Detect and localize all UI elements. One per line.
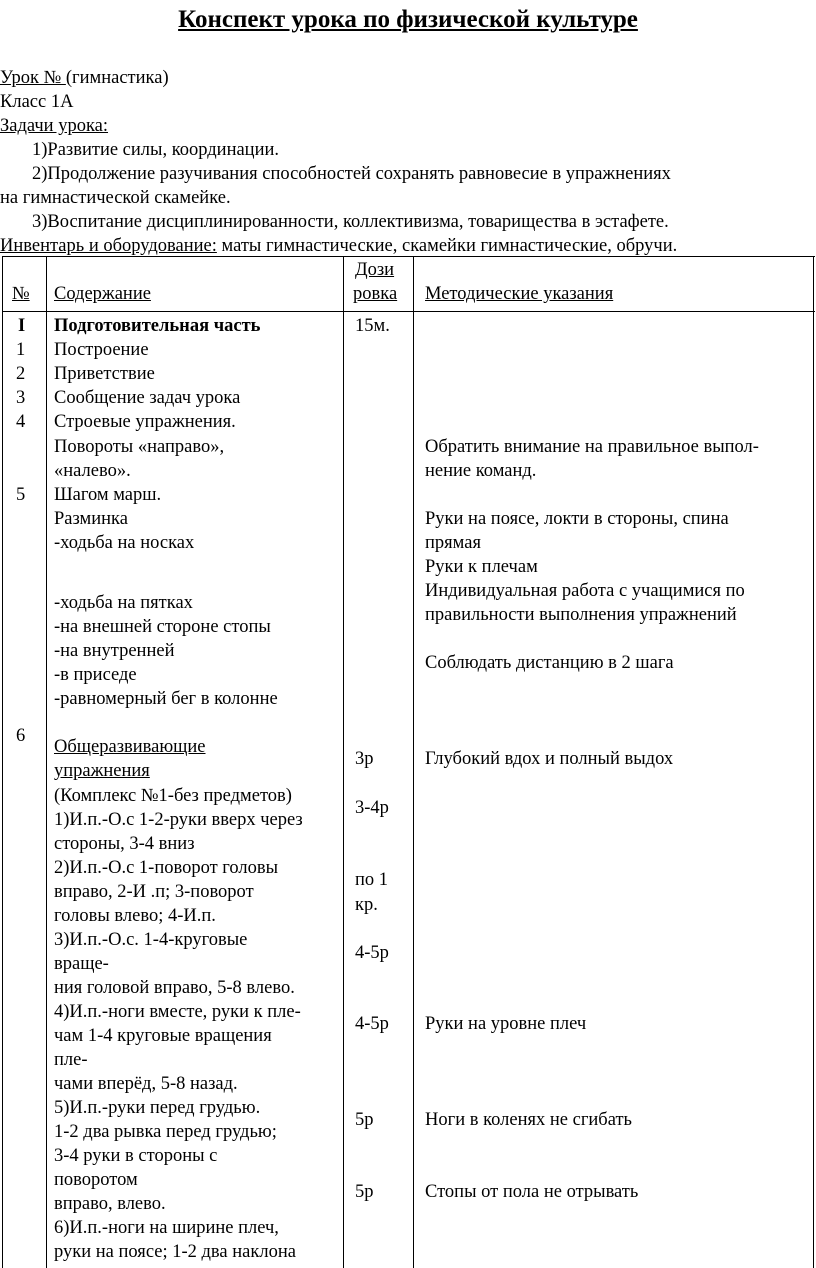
content-line: Повороты «направо», [54, 437, 225, 457]
dosage-value: по 1 [355, 870, 389, 890]
header-content: Содержание [54, 284, 151, 304]
content-line: головы влево; 4-И.п. [54, 906, 216, 926]
lesson-label: Урок № [0, 68, 66, 88]
method-note: правильности выполнения упражнений [425, 605, 737, 625]
equipment-text: маты гимнастические, скамейки гимнастические, обручи. [216, 236, 678, 256]
method-note: Ноги в коленях не сгибать [425, 1110, 632, 1130]
lesson-topic: (гимнастика) [65, 68, 169, 88]
equipment-label: Инвентарь и оборудование: [0, 236, 217, 256]
method-note: Стопы от пола не отрывать [425, 1182, 639, 1202]
content-line: (Комплекс №1-без предметов) [54, 786, 292, 806]
content-line: враще- [54, 954, 109, 974]
method-note: нение команд. [425, 461, 537, 481]
content-line: -на внешней стороне стопы [54, 617, 271, 637]
content-line: 2)И.п.-О.с 1-поворот головы [54, 858, 279, 878]
content-line: Разминка [54, 509, 128, 529]
content-line: Шагом марш. [54, 485, 162, 505]
content-line: Приветствие [54, 364, 155, 384]
tasks-label: Задачи урока: [0, 116, 109, 136]
content-line: стороны, 3-4 вниз [54, 834, 195, 854]
task-2: 2)Продолжение разучивания способностей сохранять равновесие в упражнениях [32, 164, 671, 184]
content-line: Построение [54, 340, 149, 360]
dosage-value: 3-4р [355, 798, 389, 818]
task-1: 1)Развитие силы, координации. [32, 140, 280, 160]
dosage-value: 5р [355, 1110, 374, 1130]
class-line: Класс 1А [0, 92, 74, 112]
content-line: чами вперёд, 5-8 назад. [54, 1074, 238, 1094]
content-line: 4)И.п.-ноги вместе, руки к пле- [54, 1002, 301, 1022]
content-line: 1-2 два рывка перед грудью; [54, 1122, 277, 1142]
header-dosage-part1: Дози [355, 260, 395, 280]
content-line: Подготовительная часть [54, 316, 261, 336]
content-line: «налево». [54, 461, 131, 481]
row-number: I [18, 316, 26, 336]
equipment-line [0, 234, 677, 258]
method-note: Руки к плечам [425, 557, 538, 577]
dosage-value: 3р [355, 749, 374, 769]
table-column-divider [46, 256, 47, 1268]
method-note: Руки на поясе, локти в стороны, спина [425, 509, 729, 529]
content-line: -в приседе [54, 665, 137, 685]
method-note: прямая [425, 533, 481, 553]
dosage-value: 5р [355, 1182, 374, 1202]
header-number: № [12, 284, 30, 304]
task-3: 3)Воспитание дисциплинированности, коллективизма, товарищества в эстафете. [32, 212, 669, 232]
dosage-value: 4-5р [355, 1014, 389, 1034]
table-left-border [2, 256, 3, 1268]
content-line: -ходьба на пятках [54, 593, 193, 613]
dosage-value: кр. [355, 895, 378, 915]
page-title: Конспект урока по физической культуре [178, 6, 638, 33]
method-note: Обратить внимание на правильное выпол- [425, 437, 759, 457]
content-line: Строевые упражнения. [54, 412, 236, 432]
table-column-divider [413, 256, 414, 1268]
content-line: поворотом [54, 1170, 138, 1190]
lesson-line [0, 66, 169, 90]
content-line: 3-4 руки в стороны с [54, 1146, 218, 1166]
row-number: 2 [16, 364, 26, 384]
header-dosage-part2: ровка [353, 284, 398, 304]
content-line: -ходьба на носках [54, 533, 195, 553]
table-column-divider [343, 256, 344, 1268]
header-notes: Методические указания [425, 284, 614, 304]
content-line: вправо, влево. [54, 1194, 166, 1214]
content-line: ния головой вправо, 5-8 влево. [54, 978, 295, 998]
row-number: 6 [16, 726, 26, 746]
content-line: 1)И.п.-О.с 1-2-руки вверх через [54, 810, 303, 830]
content-line: -равномерный бег в колонне [54, 689, 278, 709]
content-line: 3)И.п.-О.с. 1-4-круговые [54, 930, 248, 950]
content-line: пле- [54, 1050, 88, 1070]
table-right-border [813, 256, 814, 1268]
method-note: Соблюдать дистанцию в 2 шага [425, 653, 674, 673]
table-header-border [2, 311, 815, 312]
row-number: 4 [16, 412, 26, 432]
content-line: упражнения [54, 761, 150, 781]
content-line: 6)И.п.-ноги на ширине плеч, [54, 1218, 279, 1238]
method-note: Глубокий вдох и полный выдох [425, 749, 674, 769]
row-number: 1 [16, 340, 26, 360]
dosage-value: 4-5р [355, 943, 389, 963]
method-note: Руки на уровне плеч [425, 1014, 587, 1034]
table-top-border [2, 256, 815, 257]
content-line: чам 1-4 круговые вращения [54, 1026, 272, 1046]
dosage-value: 15м. [355, 316, 390, 336]
content-line: -на внутренней [54, 641, 175, 661]
content-line: руки на поясе; 1-2 два наклона [54, 1242, 296, 1262]
content-line: Общеразвивающие [54, 737, 206, 757]
content-line: вправо, 2-И .п; 3-поворот [54, 882, 254, 902]
task-2-continued: на гимнастической скамейке. [0, 188, 231, 208]
row-number: 3 [16, 388, 26, 408]
content-line: 5)И.п.-руки перед грудью. [54, 1098, 261, 1118]
content-line: Сообщение задач урока [54, 388, 241, 408]
method-note: Индивидуальная работа с учащимися по [425, 581, 745, 601]
row-number: 5 [16, 485, 26, 505]
